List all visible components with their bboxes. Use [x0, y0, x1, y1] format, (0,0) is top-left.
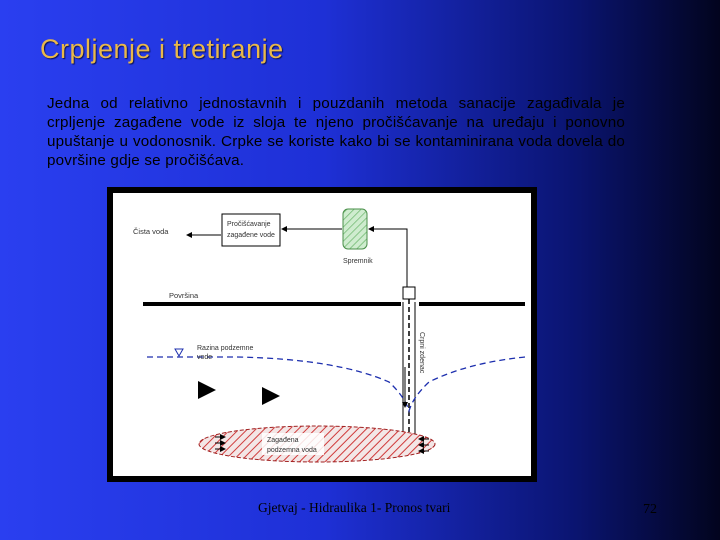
- plume-label-line1: Zagađena: [267, 437, 299, 444]
- well-head: [403, 287, 415, 299]
- tank-label: Spremnik: [343, 258, 373, 265]
- clean-water-label: Čista voda: [133, 227, 169, 236]
- pump-and-treat-diagram: [107, 187, 537, 482]
- tank-icon: [343, 209, 367, 249]
- plume-label-line2: podzemna voda: [267, 447, 317, 454]
- slide-title: Crpljenje i tretiranje: [40, 34, 284, 64]
- surface-label: Površina: [169, 291, 199, 300]
- treatment-box: [222, 214, 280, 246]
- treatment-label-line2: zagađene vode: [227, 232, 275, 239]
- groundwater-level-label-line2: vode: [197, 354, 213, 361]
- slide-paragraph: Jedna od relativno jednostavnih i pouzdanih metoda sanacije zagađivala je crpljenje zagađene vode iz sloja te njeno pročišćavanje na uređaju i ponovno upuštanje u vodonosnik. Crpke se koriste kako bi se kontaminirana voda dovela do površine gdje se pročišćava.: [47, 95, 625, 169]
- groundwater-level-label-line1: Razina podzemne: [197, 345, 254, 352]
- treatment-label-line1: Pročišćavanje: [227, 221, 271, 228]
- page-number: 72: [643, 502, 657, 517]
- well-label: Crpni zdenac: [418, 332, 425, 374]
- slide-footer: Gjetvaj - Hidraulika 1- Pronos tvari: [258, 500, 451, 515]
- diagram-svg: [107, 187, 537, 482]
